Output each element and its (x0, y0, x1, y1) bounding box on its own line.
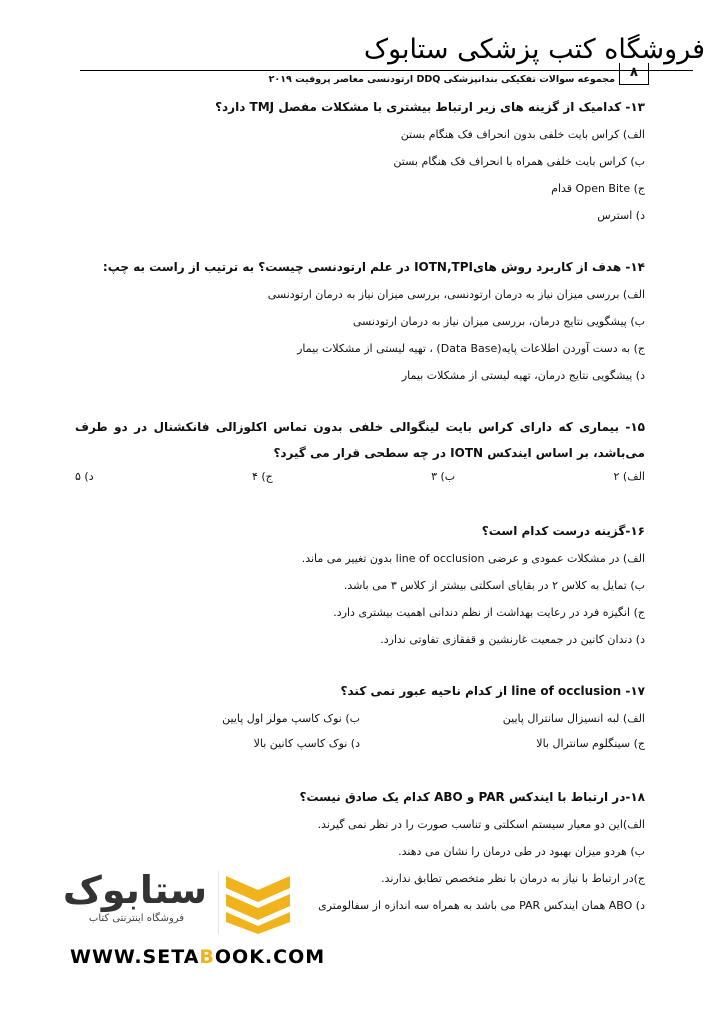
question-13 (75, 98, 645, 225)
option: ب) هردو میزان بهبود در طی درمان را نشان می دهند. (398, 845, 645, 858)
site-url-prefix: WWW.SETA (70, 946, 200, 968)
option: ب) ۳ (431, 470, 456, 483)
store-title: فروشگاه کتب پزشکی ستابوک (363, 34, 705, 65)
option: الف) در مشکلات عمودی و عرضی line of occlusion بدون تغییر می ماند. (301, 552, 645, 565)
question-16 (75, 522, 645, 649)
option: ب) تمایل به کلاس ۲ در بقایای اسکلتی بیشتر از کلاس ۳ می باشد. (343, 579, 645, 592)
header-rule (80, 70, 693, 71)
option: الف) بررسی میزان نیاز به درمان ارتودنسی، بررسی میزان نیاز به درمان ارتودنسی (267, 288, 645, 301)
question-title: ۱۶-گزینه درست کدام است؟ (481, 524, 645, 538)
option: ج) سینگلوم سانترال بالا (536, 737, 645, 750)
option: د) دندان کانین در جمعیت غارنشین و قفقازی تفاوتی ندارد. (380, 633, 645, 646)
question-title: ۱۷- line of occlusion از کدام ناحیه عبور نمی کند؟ (340, 684, 645, 698)
option: الف)این دو معیار سیستم اسکلتی و تناسب صورت را در نظر نمی گیرند. (317, 818, 645, 831)
option: د) پیشگویی نتایج درمان، تهیه لیستی از مشکلات بیمار (401, 369, 645, 382)
question-17 (75, 682, 645, 750)
option: ج) به دست آوردن اطلاعات پایه(Data Base) ، تهیه لیستی از مشکلات بیمار (297, 342, 645, 355)
option: ج)در ارتباط با نیاز به درمان با نظر متخصص تطابق ندارند. (381, 872, 645, 885)
option: ج) انگیزه فرد در رعایت بهداشت از نظم دندانی اهمیت بیشتری دارد. (333, 606, 645, 619)
question-title: ۱۵- بیماری که دارای کراس بایت لینگوالی خلفی بدون تماس اکلوزالی فانکشنال در دو طرف می‌باشد، بر اساس ایندکس IOTN در چه سطحی قرار می گیرد؟ (75, 420, 645, 460)
option: ب) کراس بایت خلفی همراه با انحراف فک هنگام بستن (393, 155, 645, 168)
option: د) نوک کاسپ کانین بالا (253, 737, 360, 750)
book-chevron-icon (218, 866, 298, 936)
question-title: ۱۳- کدامیک از گزینه های زیر ارتباط بیشتری با مشکلات مفصل TMJ دارد؟ (215, 100, 645, 114)
question-title: ۱۸-در ارتباط با ایندکس PAR و ABO کدام یک صادق نیست؟ (299, 790, 645, 804)
question-15 (75, 414, 645, 483)
option: ج) ۴ (251, 470, 273, 483)
question-14 (75, 258, 645, 385)
page-number: ۸ (619, 63, 649, 85)
option: ج) Open Bite قدام (551, 182, 645, 195)
options-row (75, 470, 645, 483)
question-title: ۱۴- هدف از کاربرد روش هایIOTN,TPI در علم ارتودنسی چیست؟ به ترتیب از راست به چپ: (102, 260, 645, 274)
logo-tagline: فروشگاه اینترنتی کتاب (88, 913, 185, 924)
option: د) ۵ (75, 470, 94, 483)
option: ب) پیشگویی نتایج درمان، بررسی میزان نیاز به درمان ارتودنسی (352, 315, 645, 328)
options-grid (75, 712, 645, 750)
option: الف) ۲ (613, 470, 645, 483)
option: الف) کراس بایت خلفی بدون انحراف فک هنگام بستن (400, 128, 645, 141)
option: ب) نوک کاسپ مولر اول پایین (222, 712, 360, 725)
site-url-accent: B (199, 946, 215, 968)
site-url-suffix: OOK.COM (214, 946, 326, 968)
option: الف) لبه انسیزال سانترال پایین (502, 712, 645, 725)
option: د) استرس (597, 209, 645, 222)
option: د) ABO همان ایندکس PAR می باشد به همراه سه اندازه از سفالومتری (318, 899, 645, 912)
site-url[interactable] (70, 946, 340, 968)
logo-wordmark: ستابوک (62, 868, 208, 912)
book-subtitle: مجموعه سوالات تفکیکی بندانپزشکی DDQ ارتودنسی معاصر پروفیت ۲۰۱۹ (268, 74, 615, 85)
